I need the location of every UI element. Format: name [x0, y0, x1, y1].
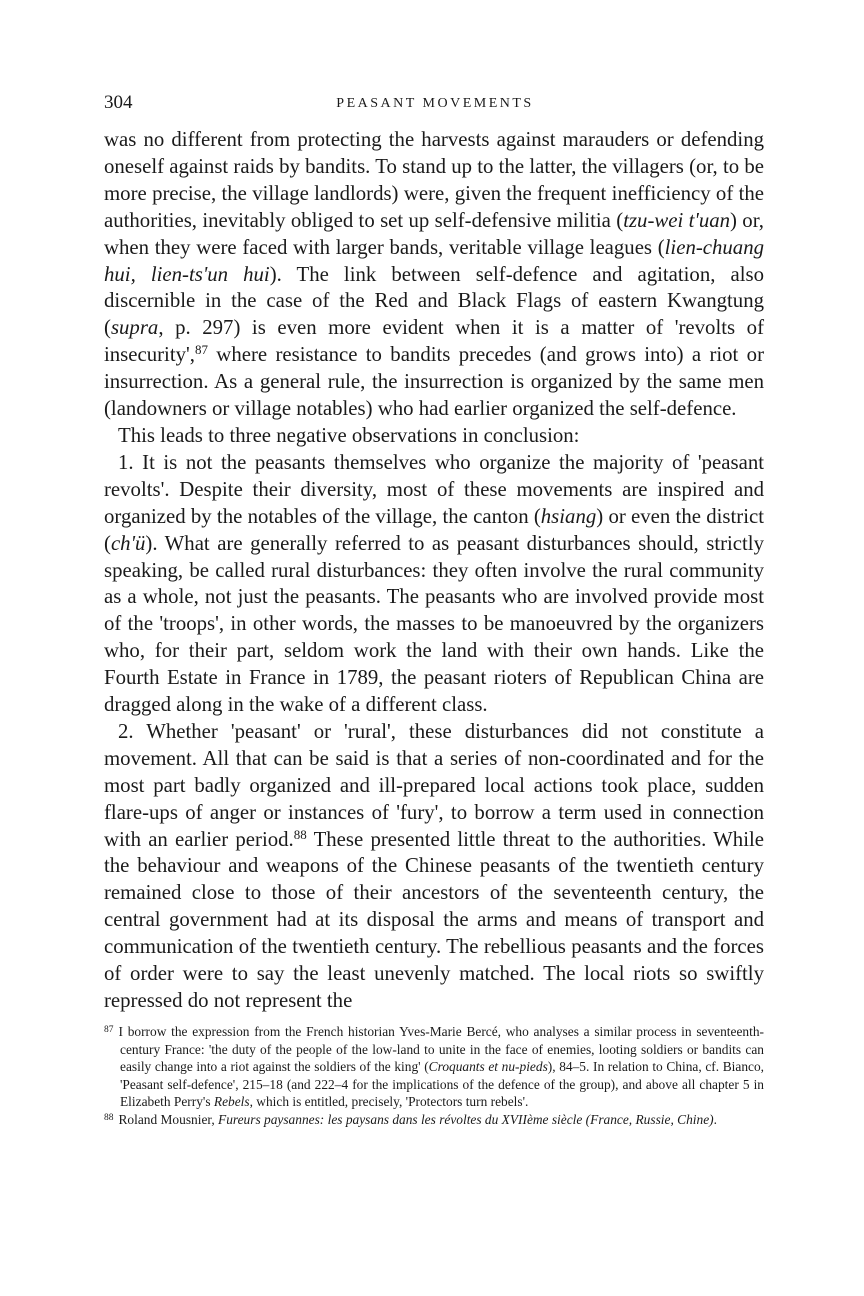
- paragraph-observation-1: [104, 450, 764, 719]
- text-run: , p. 297) is even more evident when it is a matter of 'revolts of insecurity',: [104, 316, 764, 367]
- footnote-ref-88: 88: [293, 826, 307, 842]
- footnote-number: 87: [104, 1025, 114, 1035]
- paragraph-self-defence: [104, 127, 764, 423]
- body-text: [104, 127, 764, 1015]
- text-run: ). What are generally referred to as peasant disturbances should, strictly speaking, be called rural disturbances: they often involve the rural community as a whole, not just the peasants. The peasants who are involved provide most of the 'troops', in other words, the masses to be manoeuvred by the organizers who, for their part, seldom work the land with their own hands. Like the Fourth Estate in France in 1789, the peasant rioters of Republican China are dragged along in the wake of a different class.: [104, 531, 764, 717]
- text-run: 1. It is not the peasants themselves who organize the majority of 'peasant revolts'. Despite their diversity, most of these movements are inspired and organized by the notables of the village, the canton (: [104, 450, 764, 528]
- paragraph-observation-2: [104, 719, 764, 1015]
- text-run: ) or even the district (: [104, 504, 764, 555]
- paragraph-conclusion-intro: This leads to three negative observations in conclusion:: [118, 423, 580, 447]
- footnote-87: [104, 1023, 764, 1111]
- text-run: 2. Whether 'peasant' or 'rural', these disturbances did not constitute a movement. All that can be said is that a series of non-coordinated and for the most part badly organized and ill-prepared local actions took place, sudden flare-ups of anger or instances of 'fury', to borrow a term used in connection with an earlier period.: [104, 719, 764, 851]
- text-run: ) or, when they were faced with larger bands, veritable village leagues (: [104, 208, 764, 259]
- chinese-term: hsiang: [540, 504, 597, 528]
- text-run: ). The link between self-defence and agitation, also discernible in the case of the Red and Black Flags of eastern Kwangtung (: [104, 262, 764, 340]
- text-run: , which is entitled, precisely, 'Protectors turn rebels'.: [249, 1094, 529, 1110]
- text-run: where resistance to bandits precedes (and grows into) a riot or insurrection. As a general rule, the insurrection is organized by the same men (landowners or village notables) who had earlier organized the self-defence.: [104, 343, 764, 421]
- chinese-term: tzu-wei t'uan: [623, 208, 731, 232]
- text-run: I borrow the expression from the French historian Yves-Marie Bercé, who analyses a similar process in seventeenth-century France: 'the duty of the people of the low-land to unite in the face of enemies, looting soldiers or bandits can easily change into a riot against the soldiers of the king' (: [118, 1024, 764, 1075]
- running-head: [104, 92, 766, 118]
- running-title: PEASANT MOVEMENTS: [336, 96, 534, 111]
- text-run: .: [713, 1111, 717, 1127]
- footnote-number: 88: [104, 1112, 114, 1123]
- book-title: Fureurs paysannes: les paysans dans les révoltes du XVIIème siècle (France, Russie, Chine): [218, 1111, 714, 1127]
- footnotes: [104, 1023, 764, 1129]
- page-number: 304: [104, 92, 133, 113]
- text-run: was no different from protecting the harvests against marauders or defending oneself against raids by bandits. To stand up to the latter, the villagers (or, to be more precise, the village landlords) were, given the frequent inefficiency of the authorities, inevitably obliged to set up self-defensive militia (: [104, 128, 764, 232]
- footnote-88: [104, 1111, 764, 1129]
- book-title: Rebels: [213, 1094, 250, 1110]
- text-run: These presented little threat to the authorities. While the behaviour and weapons of the Chinese peasants of the twentieth century remained close to those of their ancestors of the seventeenth century, the central government had at its disposal the arms and means of transport and communication of the twentieth century. The rebellious peasants and the forces of order were to say the least unevenly matched. The local riots so swiftly repressed do not represent the: [104, 827, 764, 1012]
- chinese-term: ch'ü: [110, 531, 146, 555]
- latin-term: supra: [110, 316, 159, 340]
- chinese-term: lien-chuang hui, lien-ts'un hui: [104, 235, 764, 286]
- text-run: Roland Mousnier,: [118, 1111, 219, 1127]
- footnote-ref-87: 87: [194, 342, 208, 358]
- text-run: ), 84–5. In relation to China, cf. Bianco, 'Peasant self-defence', 215–18 (and 222–4 for the implications of the defence of the group), and above all chapter 5 in Elizabeth Perry's: [120, 1059, 765, 1110]
- book-title: Croquants et nu-pieds: [428, 1059, 548, 1075]
